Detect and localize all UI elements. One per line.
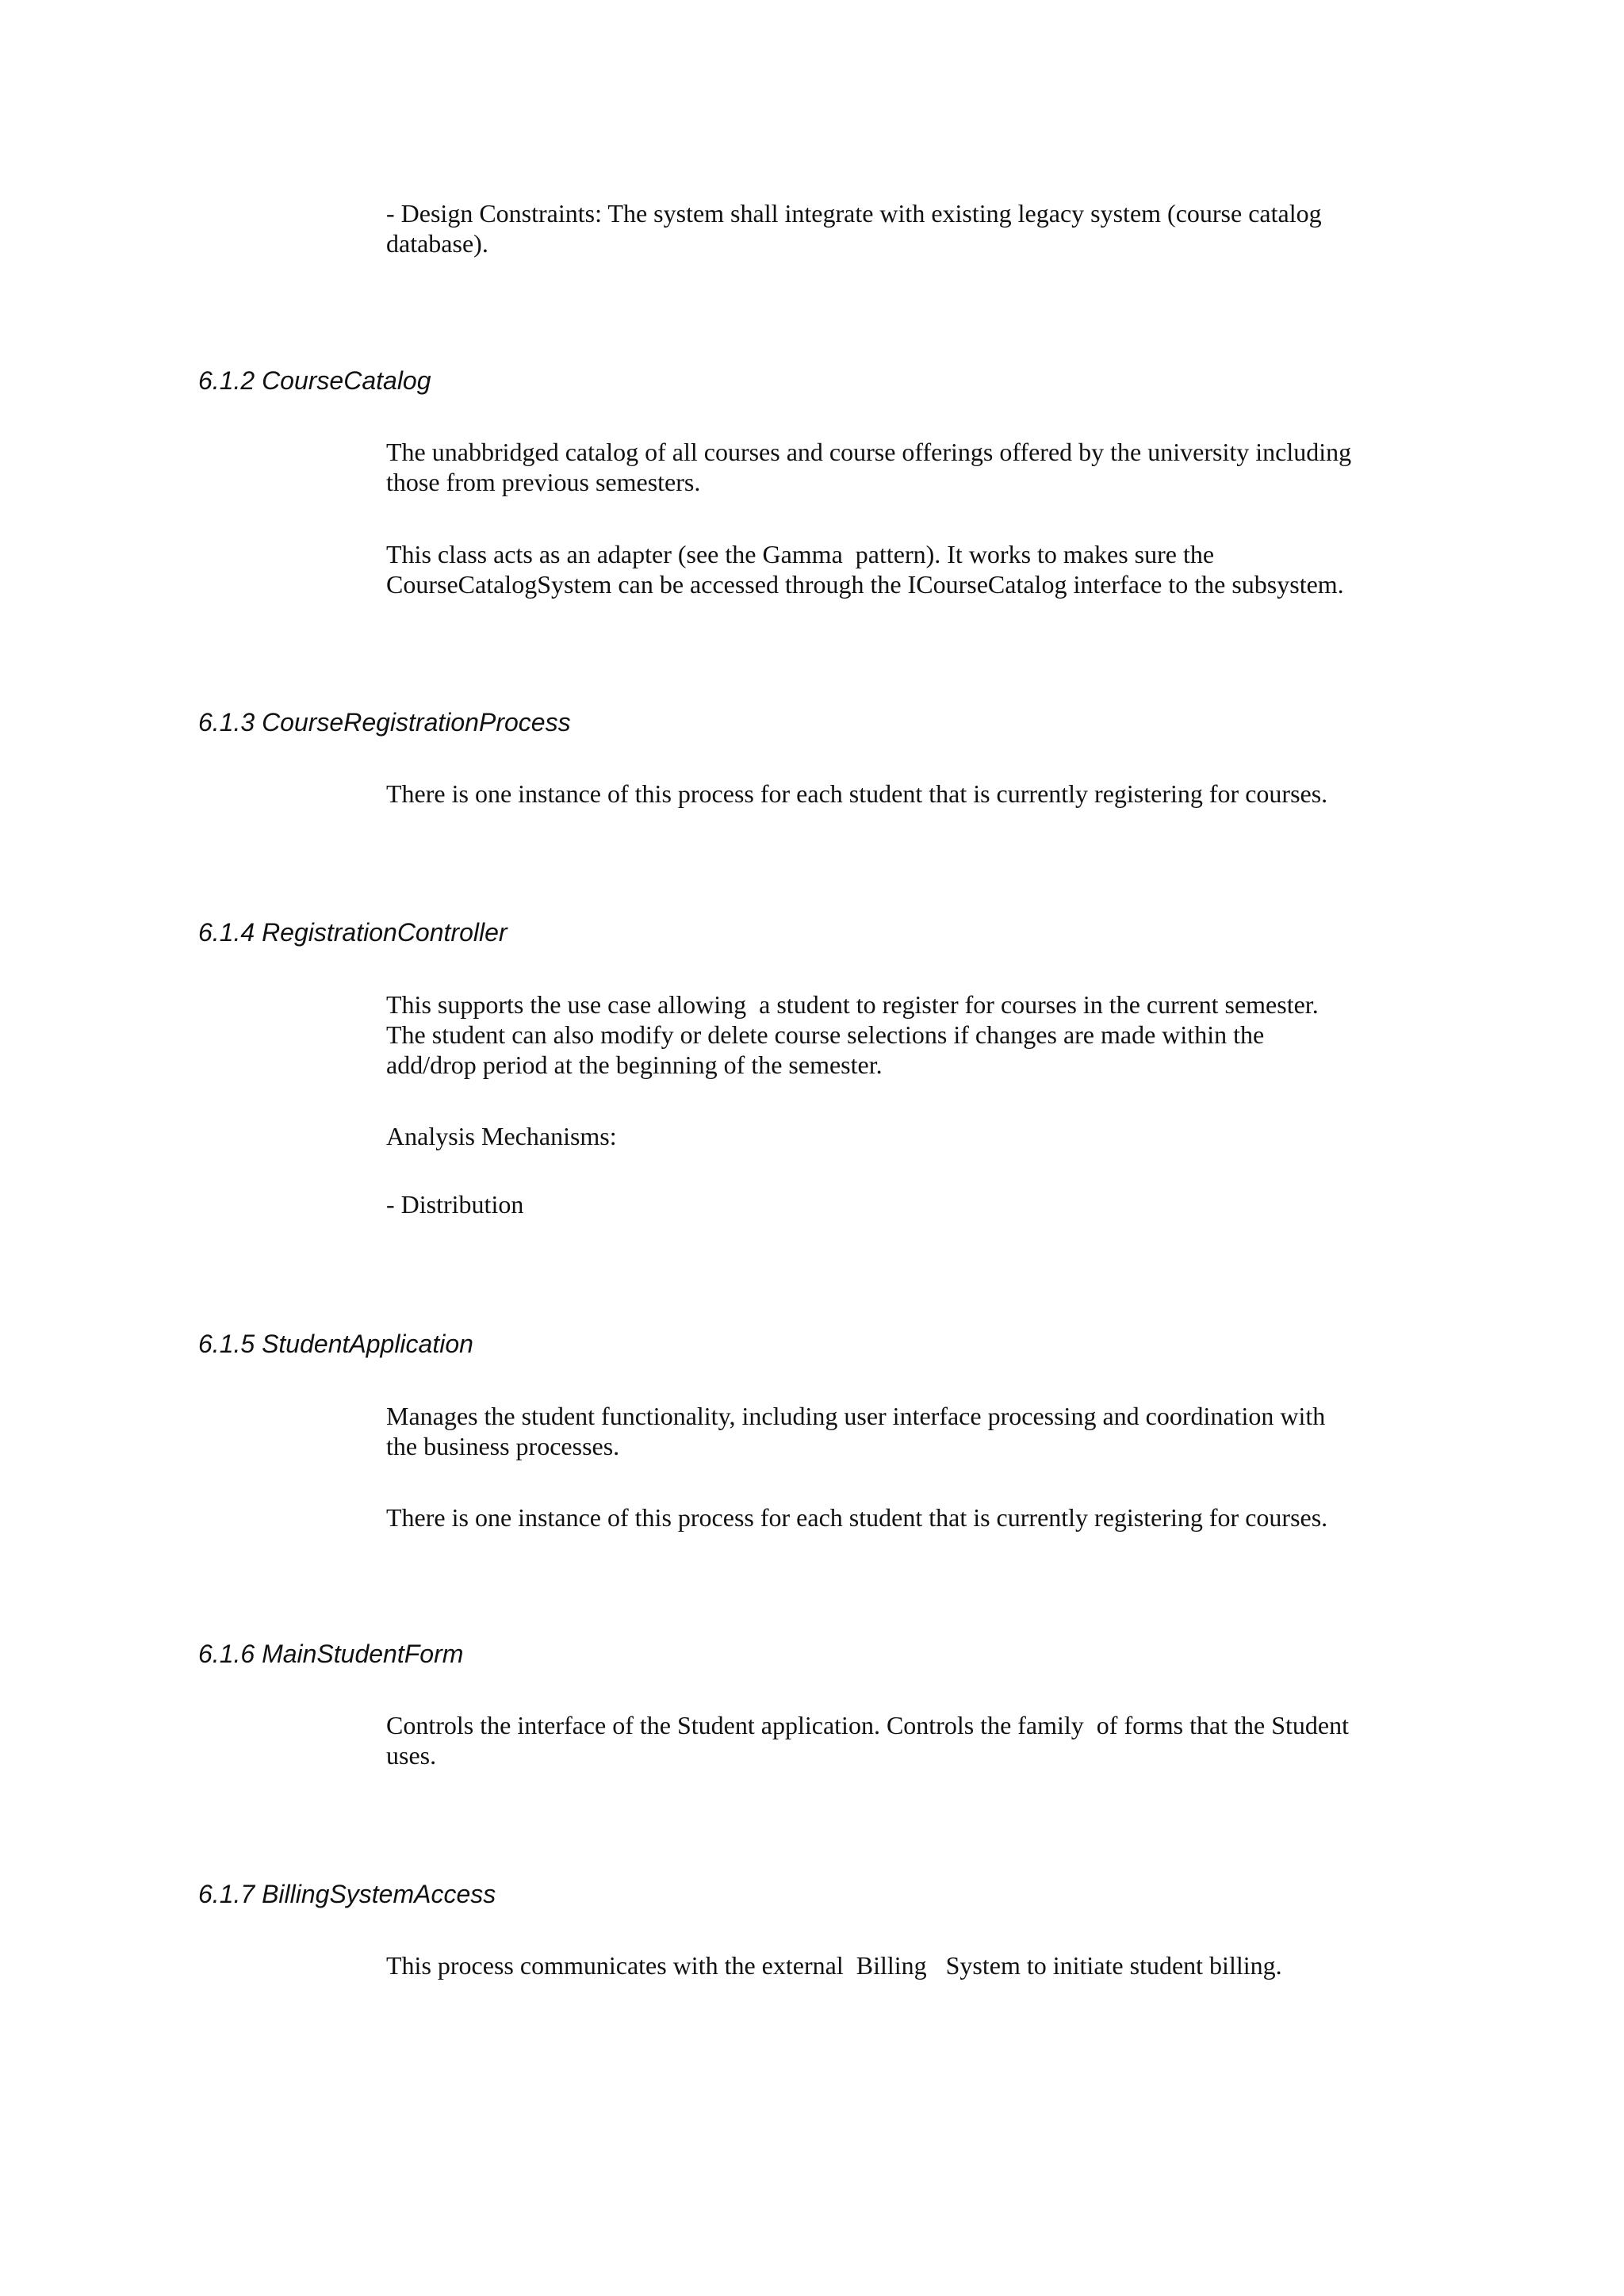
text-line: CourseCatalogSystem can be accessed through the ICourseCatalog interface to the subsystem. [386, 570, 1344, 599]
text-line: - Design Constraints: The system shall integrate with existing legacy system (course catalog [386, 199, 1322, 228]
text-line: the business processes. [386, 1432, 620, 1460]
main-student-form-description [386, 1710, 1465, 1770]
section-heading-student-application: 6.1.5 StudentApplication [198, 1330, 473, 1358]
student-application-instance-note [386, 1502, 1465, 1533]
text-line: This supports the use case allowing a student to register for courses in the current semester. [386, 990, 1319, 1019]
text-line: The unabbridged catalog of all courses and course offerings offered by the university including [386, 438, 1352, 466]
text-line: Manages the student functionality, including user interface processing and coordination with [386, 1402, 1326, 1430]
text-line: This process communicates with the external Billing System to initiate student billing. [386, 1951, 1282, 1980]
text-line: This class acts as an adapter (see the Gamma pattern). It works to makes sure the [386, 540, 1215, 568]
course-catalog-adapter-note [386, 539, 1465, 599]
distribution-item [386, 1189, 1465, 1219]
registration-controller-description [386, 989, 1465, 1080]
text-line: uses. [386, 1741, 437, 1770]
text-line: add/drop period at the beginning of the semester. [386, 1050, 883, 1079]
text-line: The student can also modify or delete course selections if changes are made within the [386, 1020, 1265, 1049]
analysis-mechanisms-label [386, 1121, 1465, 1151]
section-heading-main-student-form: 6.1.6 MainStudentForm [198, 1640, 464, 1668]
section-heading-registration-controller: 6.1.4 RegistrationController [198, 918, 508, 947]
course-registration-process-description [386, 779, 1465, 809]
design-constraints-paragraph [386, 198, 1465, 258]
text-line: Analysis Mechanisms: [386, 1122, 617, 1150]
section-heading-billing-system-access: 6.1.7 BillingSystemAccess [198, 1880, 496, 1908]
section-heading-course-registration-process: 6.1.3 CourseRegistrationProcess [198, 708, 571, 737]
text-line: There is one instance of this process for each student that is currently registering for courses. [386, 779, 1328, 808]
text-line: - Distribution [386, 1190, 524, 1219]
section-heading-course-catalog: 6.1.2 CourseCatalog [198, 366, 431, 395]
text-line: There is one instance of this process for each student that is currently registering for courses. [386, 1503, 1328, 1532]
billing-system-access-description [386, 1950, 1465, 1980]
student-application-description [386, 1401, 1465, 1461]
text-line: database). [386, 229, 488, 258]
text-line: those from previous semesters. [386, 468, 701, 496]
course-catalog-description [386, 437, 1465, 497]
text-line: Controls the interface of the Student application. Controls the family of forms that the Student [386, 1711, 1349, 1739]
